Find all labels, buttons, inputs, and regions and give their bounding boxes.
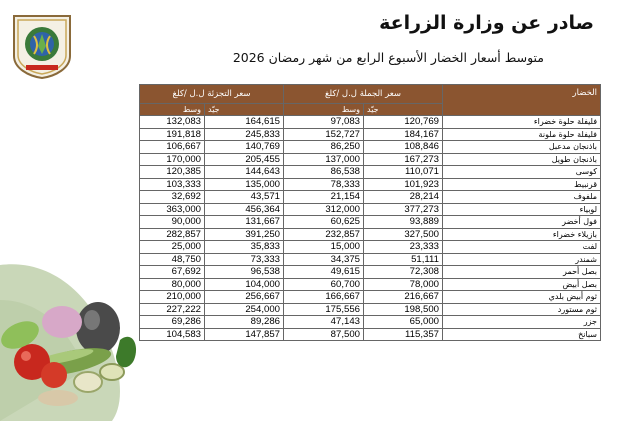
wholesale-medium-cell: 86,538 — [284, 166, 364, 179]
retail-good-cell: 456,364 — [205, 203, 284, 216]
retail-medium-cell: 170,000 — [140, 153, 205, 166]
item-name-cell: باذنجان طويل — [443, 153, 601, 166]
item-name-cell: كوسى — [443, 166, 601, 179]
wholesale-medium-cell: 86,250 — [284, 141, 364, 154]
wholesale-good-cell: 377,273 — [364, 203, 443, 216]
table-row — [140, 116, 601, 129]
retail-good-cell: 35,833 — [205, 241, 284, 254]
retail-good-cell: 245,833 — [205, 128, 284, 141]
retail-good-cell: 104,000 — [205, 278, 284, 291]
retail-good-cell: 254,000 — [205, 303, 284, 316]
table-row — [140, 178, 601, 191]
retail-good-cell: 147,857 — [205, 328, 284, 341]
wholesale-medium-cell: 34,375 — [284, 253, 364, 266]
wholesale-good-cell: 93,889 — [364, 216, 443, 229]
wholesale-medium-cell: 15,000 — [284, 241, 364, 254]
item-name-cell: شمندر — [443, 253, 601, 266]
wholesale-medium-cell: 78,333 — [284, 178, 364, 191]
wholesale-good-cell: 115,357 — [364, 328, 443, 341]
table-row — [140, 153, 601, 166]
wholesale-medium-cell: 49,615 — [284, 266, 364, 279]
wholesale-good-cell: 65,000 — [364, 316, 443, 329]
retail-medium-cell: 104,583 — [140, 328, 205, 341]
wholesale-good-header: جيّد — [364, 104, 443, 116]
wholesale-medium-header: وسط — [284, 104, 364, 116]
retail-header: سعر التجزئة ل.ل /كلغ — [140, 85, 284, 104]
wholesale-medium-cell: 232,857 — [284, 228, 364, 241]
wholesale-good-cell: 167,273 — [364, 153, 443, 166]
retail-medium-cell: 210,000 — [140, 291, 205, 304]
retail-medium-cell: 25,000 — [140, 241, 205, 254]
retail-good-cell: 164,615 — [205, 116, 284, 129]
item-name-cell: بصل أحمر — [443, 266, 601, 279]
item-name-cell: بازيلاء خضراء — [443, 228, 601, 241]
item-name-cell: لفت — [443, 241, 601, 254]
table-row — [140, 316, 601, 329]
table-row — [140, 253, 601, 266]
wholesale-good-cell: 23,333 — [364, 241, 443, 254]
retail-medium-cell: 120,385 — [140, 166, 205, 179]
wholesale-good-cell: 327,500 — [364, 228, 443, 241]
wholesale-medium-cell: 137,000 — [284, 153, 364, 166]
wholesale-medium-cell: 60,625 — [284, 216, 364, 229]
wholesale-good-cell: 78,000 — [364, 278, 443, 291]
table-row — [140, 228, 601, 241]
item-name-cell: جزر — [443, 316, 601, 329]
wholesale-good-cell: 28,214 — [364, 191, 443, 204]
retail-good-cell: 43,571 — [205, 191, 284, 204]
item-name-cell: قرنبيط — [443, 178, 601, 191]
wholesale-medium-cell: 60,700 — [284, 278, 364, 291]
wholesale-medium-cell: 152,727 — [284, 128, 364, 141]
item-name-cell: فليفلة حلوة خضراء — [443, 116, 601, 129]
table-row — [140, 128, 601, 141]
item-name-cell: ثوم مستورد — [443, 303, 601, 316]
prices-table — [139, 84, 601, 341]
table-row — [140, 328, 601, 341]
table-row — [140, 303, 601, 316]
wholesale-medium-cell: 47,143 — [284, 316, 364, 329]
retail-medium-cell: 103,333 — [140, 178, 205, 191]
table-row — [140, 191, 601, 204]
wholesale-medium-cell: 87,500 — [284, 328, 364, 341]
wholesale-good-cell: 51,111 — [364, 253, 443, 266]
wholesale-good-cell: 110,071 — [364, 166, 443, 179]
item-header: الخضار — [443, 85, 601, 116]
retail-medium-cell: 69,286 — [140, 316, 205, 329]
retail-medium-cell: 32,692 — [140, 191, 205, 204]
retail-medium-cell: 191,818 — [140, 128, 205, 141]
item-name-cell: لوبياء — [443, 203, 601, 216]
item-name-cell: ملفوف — [443, 191, 601, 204]
retail-medium-header: وسط — [140, 104, 205, 116]
table-row — [140, 216, 601, 229]
wholesale-medium-cell: 175,556 — [284, 303, 364, 316]
retail-good-cell: 89,286 — [205, 316, 284, 329]
retail-good-cell: 140,769 — [205, 141, 284, 154]
wholesale-good-cell: 198,500 — [364, 303, 443, 316]
wholesale-good-cell: 120,769 — [364, 116, 443, 129]
wholesale-medium-cell: 312,000 — [284, 203, 364, 216]
retail-medium-cell: 227,222 — [140, 303, 205, 316]
wholesale-medium-cell: 21,154 — [284, 191, 364, 204]
retail-medium-cell: 90,000 — [140, 216, 205, 229]
retail-medium-cell: 106,667 — [140, 141, 205, 154]
ministry-emblem-icon — [10, 12, 74, 80]
retail-medium-cell: 363,000 — [140, 203, 205, 216]
wholesale-medium-cell: 97,083 — [284, 116, 364, 129]
wholesale-good-cell: 216,667 — [364, 291, 443, 304]
item-name-cell: بصل أبيض — [443, 278, 601, 291]
retail-good-cell: 205,455 — [205, 153, 284, 166]
table-row — [140, 291, 601, 304]
retail-good-cell: 144,643 — [205, 166, 284, 179]
page-title: صادر عن وزارة الزراعة — [379, 12, 594, 34]
item-name-cell: باذنجان مدعبل — [443, 141, 601, 154]
page-subtitle: متوسط أسعار الخضار الأسبوع الرابع من شهر رمضان 2026 — [232, 50, 544, 65]
item-name-cell: فليفلة حلوة ملونة — [443, 128, 601, 141]
retail-good-cell: 391,250 — [205, 228, 284, 241]
retail-medium-cell: 67,692 — [140, 266, 205, 279]
item-name-cell: ثوم أبيض بلدي — [443, 291, 601, 304]
item-name-cell: سبانخ — [443, 328, 601, 341]
retail-medium-cell: 132,083 — [140, 116, 205, 129]
wholesale-good-cell: 184,167 — [364, 128, 443, 141]
item-name-cell: فول أخضر — [443, 216, 601, 229]
wholesale-header: سعر الجملة ل.ل /كلغ — [284, 85, 443, 104]
table-row — [140, 203, 601, 216]
retail-good-cell: 96,538 — [205, 266, 284, 279]
table-row — [140, 278, 601, 291]
table-row — [140, 241, 601, 254]
wholesale-good-cell: 101,923 — [364, 178, 443, 191]
retail-good-header: جيّد — [205, 104, 284, 116]
retail-medium-cell: 282,857 — [140, 228, 205, 241]
table-row — [140, 266, 601, 279]
table-row — [140, 141, 601, 154]
retail-good-cell: 131,667 — [205, 216, 284, 229]
wholesale-good-cell: 72,308 — [364, 266, 443, 279]
retail-medium-cell: 48,750 — [140, 253, 205, 266]
wholesale-medium-cell: 166,667 — [284, 291, 364, 304]
retail-medium-cell: 80,000 — [140, 278, 205, 291]
retail-good-cell: 73,333 — [205, 253, 284, 266]
retail-good-cell: 256,667 — [205, 291, 284, 304]
wholesale-good-cell: 108,846 — [364, 141, 443, 154]
retail-good-cell: 135,000 — [205, 178, 284, 191]
table-row — [140, 166, 601, 179]
